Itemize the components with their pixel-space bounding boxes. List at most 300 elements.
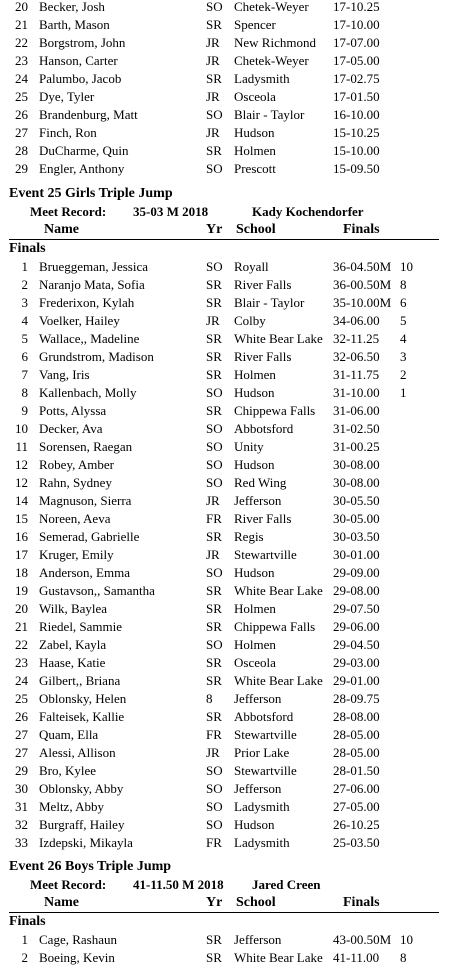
points-cell: 8	[400, 277, 407, 292]
school-cell: Ladysmith	[234, 799, 290, 814]
school-cell: Prescott	[234, 161, 276, 176]
school-cell: Jefferson	[234, 691, 282, 706]
place-cell: 19	[15, 583, 28, 598]
meet-record-line	[30, 203, 450, 221]
meet-record-label: Meet Record:	[30, 877, 107, 892]
year-cell: SR	[206, 349, 222, 364]
mark-cell: 30-01.00	[333, 547, 380, 562]
athlete-name-cell: Bro, Kylee	[39, 763, 97, 778]
result-row	[0, 654, 451, 672]
year-cell: SO	[206, 799, 223, 814]
place-cell: 26	[15, 107, 28, 122]
school-cell: White Bear Lake	[234, 583, 323, 598]
result-row	[0, 160, 451, 178]
result-row	[0, 70, 451, 88]
result-row	[0, 294, 451, 312]
athlete-name-cell: Izdepski, Mikayla	[39, 835, 133, 850]
place-cell: 12	[15, 457, 28, 472]
mark-cell: 17-10.00	[333, 17, 380, 32]
mark-cell: 30-05.00	[333, 511, 380, 526]
mark-cell: 29-03.00	[333, 655, 380, 670]
school-cell: Red Wing	[234, 475, 287, 490]
school-cell: Osceola	[234, 655, 276, 670]
athlete-name-cell: Zabel, Kayla	[39, 637, 107, 652]
mark-cell: 31-00.25	[333, 439, 380, 454]
mark-cell: 16-10.00	[333, 107, 380, 122]
place-cell: 2	[21, 277, 28, 292]
athlete-name-cell: Frederixon, Kylah	[39, 295, 135, 310]
school-cell: Jefferson	[234, 932, 282, 947]
result-row	[0, 474, 451, 492]
mark-cell: 17-02.75	[333, 71, 380, 86]
athlete-name-cell: Anderson, Emma	[39, 565, 130, 580]
result-row	[0, 564, 451, 582]
mark-cell: 28-05.00	[333, 745, 380, 760]
athlete-name-cell: Kruger, Emily	[39, 547, 114, 562]
year-cell: SO	[206, 107, 223, 122]
mark-cell: 17-07.00	[333, 35, 380, 50]
school-cell: Unity	[234, 439, 264, 454]
school-cell: Regis	[234, 529, 264, 544]
place-cell: 27	[15, 727, 28, 742]
school-cell: Jefferson	[234, 781, 282, 796]
mark-cell: 28-09.75	[333, 691, 380, 706]
result-row	[0, 780, 451, 798]
place-cell: 25	[15, 691, 28, 706]
result-row	[0, 420, 451, 438]
school-cell: Abbotsford	[234, 709, 294, 724]
mark-cell: 15-09.50	[333, 161, 380, 176]
school-cell: Holmen	[234, 637, 276, 652]
athlete-name-cell: Decker, Ava	[39, 421, 103, 436]
mark-cell: 35-10.00M	[333, 295, 392, 310]
result-row	[0, 0, 451, 16]
athlete-name-cell: Semerad, Gabrielle	[39, 529, 140, 544]
school-cell: Ladysmith	[234, 71, 290, 86]
result-row	[0, 330, 451, 348]
athlete-name-cell: Brueggeman, Jessica	[39, 259, 149, 274]
mark-cell: 15-10.25	[333, 125, 380, 140]
meet-record-label: Meet Record:	[30, 204, 107, 219]
col-header-finals: Finals	[343, 895, 380, 910]
school-cell: River Falls	[234, 277, 292, 292]
school-cell: Hudson	[234, 565, 275, 580]
school-cell: Hudson	[234, 457, 275, 472]
school-cell: White Bear Lake	[234, 950, 323, 965]
points-cell: 2	[400, 367, 407, 382]
school-cell: Stewartville	[234, 763, 297, 778]
result-row	[0, 528, 451, 546]
year-cell: SO	[206, 421, 223, 436]
result-row	[0, 582, 451, 600]
place-cell: 6	[21, 349, 28, 364]
year-cell: SR	[206, 143, 222, 158]
year-cell: FR	[206, 727, 222, 742]
athlete-name-cell: Naranjo Mata, Sofia	[39, 277, 145, 292]
athlete-name-cell: Riedel, Sammie	[39, 619, 123, 634]
school-cell: Hudson	[234, 125, 275, 140]
finals-section-label: Finals	[9, 241, 46, 256]
mark-cell: 30-08.00	[333, 457, 380, 472]
mark-cell: 30-05.50	[333, 493, 380, 508]
place-cell: 23	[15, 53, 28, 68]
year-cell: SR	[206, 583, 222, 598]
mark-cell: 30-03.50	[333, 529, 380, 544]
place-cell: 14	[15, 493, 28, 508]
athlete-name-cell: Wilk, Baylea	[39, 601, 108, 616]
mark-cell: 27-05.00	[333, 799, 380, 814]
school-cell: Holmen	[234, 367, 276, 382]
mark-cell: 27-06.00	[333, 781, 380, 796]
mark-cell: 29-07.50	[333, 601, 380, 616]
year-cell: SR	[206, 709, 222, 724]
result-row	[0, 312, 451, 330]
athlete-name-cell: Quam, Ella	[39, 727, 99, 742]
place-cell: 5	[21, 331, 28, 346]
athlete-name-cell: Rahn, Sydney	[39, 475, 112, 490]
athlete-name-cell: Burgraff, Hailey	[39, 817, 125, 832]
mark-cell: 28-05.00	[333, 727, 380, 742]
result-row	[0, 34, 451, 52]
place-cell: 1	[21, 932, 28, 947]
meet-record-holder: Kady Kochendorfer	[252, 204, 364, 219]
year-cell: SO	[206, 259, 223, 274]
place-cell: 15	[15, 511, 28, 526]
school-cell: River Falls	[234, 511, 292, 526]
place-cell: 22	[15, 35, 28, 50]
athlete-name-cell: Potts, Alyssa	[39, 403, 107, 418]
year-cell: JR	[206, 125, 220, 140]
year-cell: FR	[206, 835, 222, 850]
year-cell: SR	[206, 71, 222, 86]
school-cell: Prior Lake	[234, 745, 290, 760]
col-header-yr: Yr	[206, 895, 223, 910]
place-cell: 27	[15, 745, 28, 760]
athlete-name-cell: Borgstrom, John	[39, 35, 126, 50]
place-cell: 9	[21, 403, 28, 418]
result-row	[0, 16, 451, 34]
col-header-finals: Finals	[343, 222, 380, 237]
school-cell: Blair - Taylor	[234, 295, 305, 310]
year-cell: JR	[206, 493, 220, 508]
result-row	[0, 600, 451, 618]
school-cell: Holmen	[234, 601, 276, 616]
school-cell: Abbotsford	[234, 421, 294, 436]
mark-cell: 29-01.00	[333, 673, 380, 688]
school-cell: Colby	[234, 313, 266, 328]
place-cell: 22	[15, 637, 28, 652]
mark-cell: 17-10.25	[333, 0, 380, 14]
school-cell: Blair - Taylor	[234, 107, 305, 122]
year-cell: SR	[206, 277, 222, 292]
mark-cell: 30-08.00	[333, 475, 380, 490]
athlete-name-cell: Engler, Anthony	[39, 161, 125, 176]
year-cell: JR	[206, 53, 220, 68]
finals-section-label: Finals	[9, 914, 46, 929]
year-cell: JR	[206, 89, 220, 104]
school-cell: Hudson	[234, 385, 275, 400]
year-cell: SO	[206, 763, 223, 778]
place-cell: 8	[21, 385, 28, 400]
place-cell: 7	[21, 367, 28, 382]
meet-record-mark: 41-11.50 M 2018	[133, 877, 224, 892]
result-row	[0, 438, 451, 456]
school-cell: Stewartville	[234, 727, 297, 742]
year-cell: SR	[206, 601, 222, 616]
year-cell: SO	[206, 637, 223, 652]
year-cell: SR	[206, 367, 222, 382]
mark-cell: 36-04.50M	[333, 259, 392, 274]
year-cell: 8	[206, 691, 213, 706]
mark-cell: 32-11.25	[333, 331, 380, 346]
athlete-name-cell: Palumbo, Jacob	[39, 71, 122, 86]
year-cell: JR	[206, 547, 220, 562]
athlete-name-cell: Haase, Katie	[39, 655, 106, 670]
col-header-name: Name	[44, 222, 79, 237]
place-cell: 24	[15, 673, 28, 688]
school-cell: Hudson	[234, 817, 275, 832]
year-cell: FR	[206, 511, 222, 526]
points-cell: 10	[400, 932, 413, 947]
result-row	[0, 106, 451, 124]
points-cell: 1	[400, 385, 407, 400]
result-row	[0, 798, 451, 816]
athlete-name-cell: Vang, Iris	[39, 367, 90, 382]
points-cell: 6	[400, 295, 407, 310]
place-cell: 3	[21, 295, 28, 310]
result-row	[0, 690, 451, 708]
athlete-name-cell: Oblonsky, Abby	[39, 781, 124, 796]
year-cell: SO	[206, 439, 223, 454]
year-cell: SO	[206, 475, 223, 490]
result-row	[0, 258, 451, 276]
mark-cell: 32-06.50	[333, 349, 380, 364]
mark-cell: 31-10.00	[333, 385, 380, 400]
year-cell: JR	[206, 745, 220, 760]
event-title: Event 25 Girls Triple Jump	[9, 186, 173, 201]
result-row	[0, 708, 451, 726]
athlete-name-cell: Dye, Tyler	[39, 89, 95, 104]
result-row	[0, 834, 451, 852]
year-cell: SO	[206, 565, 223, 580]
points-cell: 5	[400, 313, 407, 328]
school-cell: White Bear Lake	[234, 331, 323, 346]
place-cell: 27	[15, 125, 28, 140]
athlete-name-cell: Brandenburg, Matt	[39, 107, 138, 122]
mark-cell: 29-04.50	[333, 637, 380, 652]
place-cell: 16	[15, 529, 28, 544]
col-header-school: School	[236, 895, 276, 910]
year-cell: SO	[206, 161, 223, 176]
year-cell: SO	[206, 0, 223, 14]
result-row	[0, 672, 451, 690]
school-cell: Osceola	[234, 89, 276, 104]
result-row	[0, 88, 451, 106]
athlete-name-cell: Alessi, Allison	[39, 745, 116, 760]
place-cell: 29	[15, 763, 28, 778]
mark-cell: 15-10.00	[333, 143, 380, 158]
mark-cell: 31-06.00	[333, 403, 380, 418]
result-row	[0, 402, 451, 420]
athlete-name-cell: Grundstrom, Madison	[39, 349, 154, 364]
school-cell: White Bear Lake	[234, 673, 323, 688]
result-row	[0, 546, 451, 564]
year-cell: SR	[206, 295, 222, 310]
event-title: Event 26 Boys Triple Jump	[9, 859, 172, 874]
year-cell: SR	[206, 331, 222, 346]
year-cell: SO	[206, 385, 223, 400]
athlete-name-cell: Voelker, Hailey	[39, 313, 120, 328]
year-cell: SR	[206, 932, 222, 947]
place-cell: 30	[15, 781, 28, 796]
mark-cell: 17-05.00	[333, 53, 380, 68]
mark-cell: 31-11.75	[333, 367, 380, 382]
year-cell: SO	[206, 817, 223, 832]
result-row	[0, 348, 451, 366]
place-cell: 2	[21, 950, 28, 965]
mark-cell: 34-06.00	[333, 313, 380, 328]
result-row	[0, 949, 451, 967]
meet-record-holder: Jared Creen	[252, 877, 321, 892]
school-cell: Jefferson	[234, 493, 282, 508]
result-row	[0, 52, 451, 70]
place-cell: 28	[15, 143, 28, 158]
col-header-yr: Yr	[206, 222, 223, 237]
athlete-name-cell: Oblonsky, Helen	[39, 691, 127, 706]
place-cell: 20	[15, 601, 28, 616]
year-cell: SR	[206, 17, 222, 32]
place-cell: 11	[15, 439, 28, 454]
school-cell: Ladysmith	[234, 835, 290, 850]
mark-cell: 29-06.00	[333, 619, 380, 634]
athlete-name-cell: DuCharme, Quin	[39, 143, 129, 158]
athlete-name-cell: Gustavson,, Samantha	[39, 583, 155, 598]
mark-cell: 28-01.50	[333, 763, 380, 778]
school-cell: Holmen	[234, 143, 276, 158]
year-cell: SR	[206, 403, 222, 418]
place-cell: 31	[15, 799, 28, 814]
header-rule	[9, 912, 439, 913]
col-header-school: School	[236, 222, 276, 237]
mark-cell: 43-00.50M	[333, 932, 392, 947]
column-header-row	[0, 894, 451, 912]
year-cell: SR	[206, 619, 222, 634]
header-rule	[9, 239, 439, 240]
athlete-name-cell: Noreen, Aeva	[39, 511, 111, 526]
col-header-name: Name	[44, 895, 79, 910]
result-row	[0, 816, 451, 834]
result-row	[0, 510, 451, 528]
place-cell: 4	[21, 313, 28, 328]
athlete-name-cell: Boeing, Kevin	[39, 950, 115, 965]
result-row	[0, 931, 451, 949]
year-cell: SR	[206, 655, 222, 670]
athlete-name-cell: Becker, Josh	[39, 0, 105, 14]
place-cell: 21	[15, 619, 28, 634]
school-cell: Royall	[234, 259, 269, 274]
mark-cell: 41-11.00	[333, 950, 380, 965]
athlete-name-cell: Meltz, Abby	[39, 799, 104, 814]
result-row	[0, 124, 451, 142]
meet-record-mark: 35-03 M 2018	[133, 204, 209, 219]
result-row	[0, 636, 451, 654]
points-cell: 8	[400, 950, 407, 965]
school-cell: Chippewa Falls	[234, 403, 316, 418]
year-cell: SR	[206, 529, 222, 544]
points-cell: 3	[400, 349, 407, 364]
mark-cell: 25-03.50	[333, 835, 380, 850]
place-cell: 26	[15, 709, 28, 724]
school-cell: River Falls	[234, 349, 292, 364]
athlete-name-cell: Magnuson, Sierra	[39, 493, 132, 508]
result-row	[0, 276, 451, 294]
athlete-name-cell: Wallace,, Madeline	[39, 331, 140, 346]
school-cell: Chippewa Falls	[234, 619, 316, 634]
school-cell: New Richmond	[234, 35, 316, 50]
result-row	[0, 142, 451, 160]
place-cell: 17	[15, 547, 28, 562]
points-cell: 10	[400, 259, 413, 274]
athlete-name-cell: Robey, Amber	[39, 457, 114, 472]
athlete-name-cell: Falteisek, Kallie	[39, 709, 125, 724]
mark-cell: 36-00.50M	[333, 277, 392, 292]
athlete-name-cell: Finch, Ron	[39, 125, 97, 140]
athlete-name-cell: Cage, Rashaun	[39, 932, 117, 947]
school-cell: Stewartville	[234, 547, 297, 562]
result-row	[0, 618, 451, 636]
result-row	[0, 726, 451, 744]
year-cell: SO	[206, 781, 223, 796]
school-cell: Chetek-Weyer	[234, 53, 309, 68]
result-row	[0, 456, 451, 474]
result-row	[0, 384, 451, 402]
place-cell: 23	[15, 655, 28, 670]
year-cell: JR	[206, 313, 220, 328]
mark-cell: 31-02.50	[333, 421, 380, 436]
place-cell: 32	[15, 817, 28, 832]
mark-cell: 17-01.50	[333, 89, 380, 104]
athlete-name-cell: Hanson, Carter	[39, 53, 118, 68]
mark-cell: 29-09.00	[333, 565, 380, 580]
year-cell: JR	[206, 35, 220, 50]
year-cell: SR	[206, 950, 222, 965]
year-cell: SR	[206, 673, 222, 688]
result-row	[0, 492, 451, 510]
year-cell: SO	[206, 457, 223, 472]
place-cell: 12	[15, 475, 28, 490]
place-cell: 18	[15, 565, 28, 580]
points-cell: 4	[400, 331, 407, 346]
athlete-name-cell: Sorensen, Raegan	[39, 439, 133, 454]
place-cell: 1	[21, 259, 28, 274]
place-cell: 10	[15, 421, 28, 436]
place-cell: 24	[15, 71, 28, 86]
mark-cell: 26-10.25	[333, 817, 380, 832]
school-cell: Spencer	[234, 17, 276, 32]
place-cell: 25	[15, 89, 28, 104]
result-row	[0, 366, 451, 384]
athlete-name-cell: Barth, Mason	[39, 17, 110, 32]
place-cell: 20	[15, 0, 28, 14]
place-cell: 29	[15, 161, 28, 176]
athlete-name-cell: Gilbert,, Briana	[39, 673, 121, 688]
result-row	[0, 762, 451, 780]
mark-cell: 29-08.00	[333, 583, 380, 598]
mark-cell: 28-08.00	[333, 709, 380, 724]
athlete-name-cell: Kallenbach, Molly	[39, 385, 137, 400]
place-cell: 21	[15, 17, 28, 32]
place-cell: 33	[15, 835, 28, 850]
